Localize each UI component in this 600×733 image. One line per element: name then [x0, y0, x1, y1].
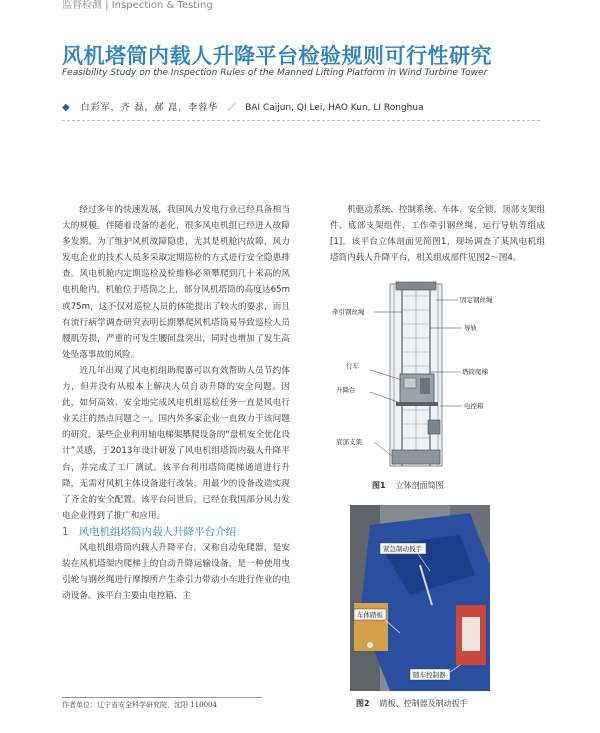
- figure-2-caption: [356, 698, 468, 709]
- figure-1-label: 底部支架: [336, 438, 362, 446]
- section-tag: 监督检测 | Inspection & Testing: [62, 0, 213, 11]
- figure-1-label: 固定钢丝绳: [460, 296, 493, 304]
- figure-1-label: 导轨: [464, 324, 477, 332]
- author-affiliation: 作者单位：辽宁省安全科学研究院，沈阳 110004: [62, 701, 217, 709]
- figure-1-label: 塔筒爬梯: [462, 368, 488, 376]
- diamond-icon: ◆: [62, 102, 70, 113]
- author-separator: ／: [227, 103, 237, 113]
- section-number: 1: [62, 525, 69, 538]
- right-column: [330, 202, 545, 266]
- body-paragraph: 经过多年的快速发展，我国风力发电行业已经具备相当大的规模。伴随着设备的老化，很多风电机组已经进入故障多发期。为了维护风机故障隐患，尤其是机舱内故障，风力发电企业的技术人员多采取定期巡检的方式进行安全隐患排查。风电机舱内定期巡检及检维修必须攀爬到几十米高的风电机舱内，机舱位于塔筒之上，部分风机塔筒的高度达65m或75m，这不仅对巡检人员的体能提出了较大的要求，而且有流行病学调查研究表明长期攀爬风机塔筒易导致巡检人员腰肌劳损，严重的可发生腰间盘突出，同时也增加了发生高处坠落事故的风险。: [62, 205, 290, 360]
- figure-1-label: 牵引钢丝绳: [332, 308, 365, 316]
- figure-2-label: 随车控制器: [413, 671, 446, 679]
- figure-2-label: 车体踏板: [357, 611, 383, 619]
- article-title-english: Feasibility Study on the Inspection Rules of the Manned Lifting Platform in Wind Turbine Tower: [62, 68, 488, 78]
- figure-1-schematic: [330, 280, 545, 470]
- figure-2-caption-number: 图2: [356, 699, 370, 708]
- left-column: [62, 202, 290, 604]
- section-heading: [62, 524, 290, 540]
- figure-2-label: 紧急制动扳手: [383, 545, 422, 553]
- section-title: 风电机组塔筒内载人升降平台介绍: [78, 525, 237, 538]
- figure-2-photo: [350, 505, 490, 691]
- figure-1-caption: [372, 480, 444, 491]
- footnote-rule: [62, 697, 262, 698]
- body-paragraph: 近几年出现了风电机组助爬器可以有效帮助人员节约体力，但并没有从根本上解决人员自动升降的安全问题。因此，如何高效、安全地完成风电机组巡检任务一直是风电行业关注的热点问题之一。国内外多家企业一直致力于该问题的研究，某些企业利用轴电梯架攀爬设备的“盘机安全优化设计”灵感，于2013年设计研发了风电机组塔筒内载人升降平台，并完成了工厂测试。该平台利用塔筒爬梯通道进行升降，无需对风机主体设备进行改装，用最少的设备改造实现了齐全的安全配置。该平台问世后，已经在我国部分风力发电企业得到了推广和应用。: [62, 365, 290, 521]
- figure-1-label: 升降台: [336, 386, 356, 394]
- figure-1-caption-number: 图1: [372, 481, 386, 490]
- figure-1-caption-text: 立体剖面简图: [395, 481, 444, 490]
- figure-1-label: 电控箱: [464, 402, 484, 410]
- authors-en: BAI Caijun, QI Lei, HAO Kun, LI Ronghua: [245, 103, 424, 113]
- author-line: [62, 100, 582, 113]
- authors-cn: 白彩军，齐 磊，郝 崑，李蓉华: [80, 103, 219, 113]
- title-divider: [62, 120, 540, 121]
- figure-2-caption-text: 踏板、控制器及制动扳手: [379, 699, 468, 708]
- body-paragraph: 机驱动系统、控制系统、车体、安全锁、顶部支架组件、底部支架组件、工作牵引钢丝绳、运行导轨等组成[1]。该平台立体剖面见简图1，现场调查了某风电机组塔筒内载人升降平台，相关组成部件见图2～图4。: [330, 205, 545, 264]
- figure-1-label: 行车: [346, 362, 359, 370]
- body-paragraph: 风电机组塔筒内载人升降平台，又称自动免爬器，是安装在风机塔架内爬梯上的自动升降运输设备，是一种使用曳引轮与钢丝绳进行摩擦所产生牵引力带动小车进行作业的电动设备。该平台主要由电控箱、主: [62, 542, 290, 602]
- article-title: 风机塔筒内载人升降平台检验规则可行性研究: [62, 44, 492, 68]
